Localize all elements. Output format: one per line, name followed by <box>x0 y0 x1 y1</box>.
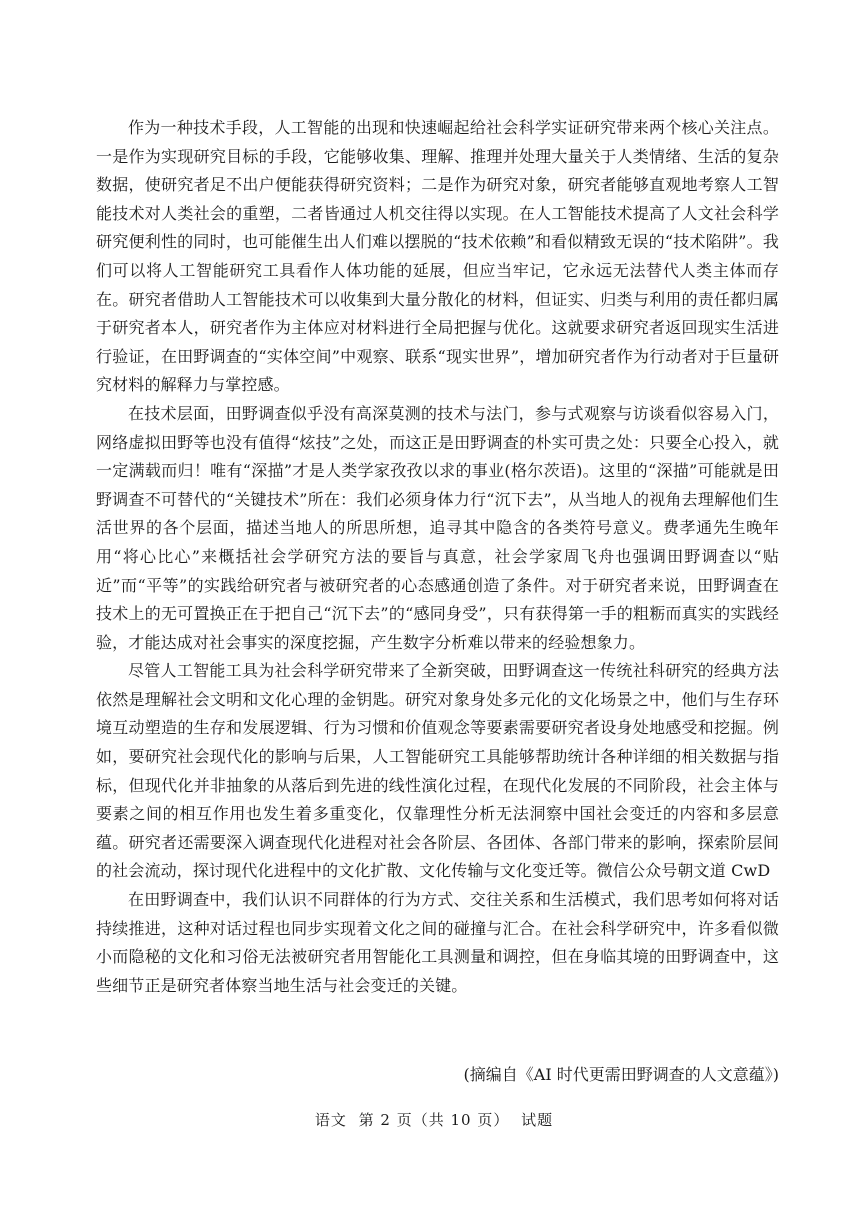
paragraph-3: 尽管人工智能工具为社会科学研究带来了全新突破，田野调查这一传统社科研究的经典方法依然是理解社会文明和文化心理的金钥匙。研究对象身处多元化的文化场景之中，他们与生存环境互动塑造的生存和发展逻辑、行为习惯和价值观念等要素需要研究者设身处地感受和挖掘。例如，要研究社会现代化的影响与后果，人工智能研究工具能够帮助统计各种详细的相关数据与指标，但现代化并非抽象的从落后到先进的线性演化过程，在现代化发展的不同阶段，社会主体与要素之间的相互作用也发生着多重变化，仅靠理性分析无法洞察中国社会变迁的内容和多层意蕴。研究者还需要深入调查现代化进程对社会各阶层、各团体、各部门带来的影响，探索阶层间的社会流动，探讨现代化进程中的文化扩散、文化传输与文化变迁等。微信公众号朝文道 CwD <box>96 661 779 881</box>
footer-suffix: 试题 <box>521 1111 554 1129</box>
article-source: (摘编自《AI 时代更需田野调查的人文意蕴》) <box>463 1065 779 1084</box>
footer-subject: 语文 <box>314 1111 347 1129</box>
page-footer <box>0 1110 868 1130</box>
footer-page-number: 第 2 页（共 10 页） <box>358 1111 510 1129</box>
paragraph-1: 作为一种技术手段，人工智能的出现和快速崛起给社会科学实证研究带来两个核心关注点。一是作为实现研究目标的手段，它能够收集、理解、推理并处理大量关于人类情绪、生活的复杂数据，使研究者足不出户便能获得研究资料；二是作为研究对象，研究者能够直观地考察人工智能技术对人类社会的重塑，二者皆通过人机交往得以实现。在人工智能技术提高了人文社会科学研究便利性的同时，也可能催生出人们难以摆脱的“技术依赖”和看似精致无误的“技术陷阱”。我们可以将人工智能研究工具看作人体功能的延展，但应当牢记，它永远无法替代人类主体而存在。研究者借助人工智能技术可以收集到大量分散化的材料，但证实、归类与利用的责任都归属于研究者本人，研究者作为主体应对材料进行全局把握与优化。这就要求研究者返回现实生活进行验证，在田野调查的“实体空间”中观察、联系“现实世界”，增加研究者作为行动者对于巨量研究材料的解释力与掌控感。 <box>96 118 779 395</box>
article-body <box>96 114 779 1000</box>
paragraph-2: 在技术层面，田野调查似乎没有高深莫测的技术与法门，参与式观察与访谈看似容易入门，网络虚拟田野等也没有值得“炫技”之处，而这正是田野调查的朴实可贵之处：只要全心投入，就一定满载而归！唯有“深描”才是人类学家孜孜以求的事业(格尔茨语)。这里的“深描”可能就是田野调查不可替代的“关键技术”所在：我们必须身体力行“沉下去”，从当地人的视角去理解他们生活世界的各个层面，描述当地人的所思所想，追寻其中隐含的各类符号意义。费孝通先生晚年用“将心比心”来概括社会学研究方法的要旨与真意，社会学家周飞舟也强调田野调查以“贴近”而“平等”的实践给研究者与被研究者的心态感通创造了条件。对于研究者来说，田野调查在技术上的无可置换正在于把自己“沉下去”的“感同身受”，只有获得第一手的粗粝而真实的实践经验，才能达成对社会事实的深度挖掘，产生数字分析难以带来的经验想象力。 <box>96 403 779 652</box>
paragraph-4: 在田野调查中，我们认识不同群体的行为方式、交往关系和生活模式，我们思考如何将对话持续推进，这种对话过程也同步实现着文化之间的碰撞与汇合。在社会科学研究中，许多看似微小而隐秘的文化和习俗无法被研究者用智能化工具测量和调控，但在身临其境的田野调查中，这些细节正是研究者体察当地生活与社会变迁的关键。 <box>96 890 779 995</box>
